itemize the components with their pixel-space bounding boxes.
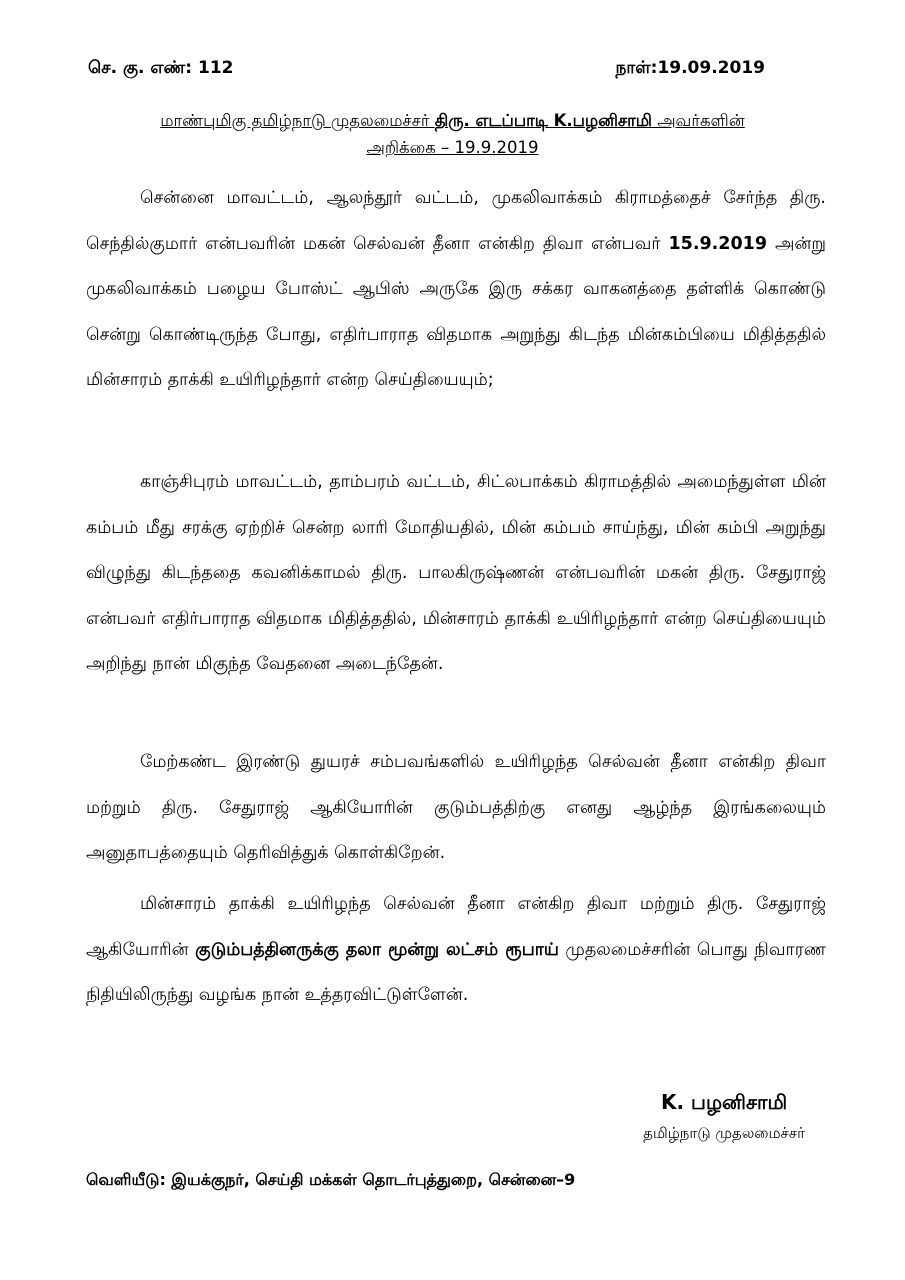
title-name: திரு. எடப்பாடி K.பழனிசாமி	[434, 111, 652, 130]
release-footer: வெளியீடு: இயக்குநர், செய்தி மக்கள் தொடர்புத்துறை, சென்னை–9	[86, 1170, 576, 1189]
paragraph-4	[86, 882, 826, 1019]
statement-title	[60, 107, 845, 161]
title-prefix: மாண்புமிகு தமிழ்நாடு முதலமைச்சர்	[160, 111, 435, 130]
signatory-designation: தமிழ்நாடு முதலமைச்சர்	[643, 1124, 805, 1142]
p4-relief-amount: குடும்பத்தினருக்கு தலா மூன்று லட்சம் ரூபாய்	[195, 939, 559, 960]
p1-text-a: சென்னை மாவட்டம், ஆலந்தூர் வட்டம், முகலிவாக்கம் கிராமத்தைச் சேர்ந்த திரு. செந்தில்குமார் என்பவரின் மகன் செல்வன் தீனா என்கிற திவா என்பவர்	[86, 188, 826, 254]
reference-number: செ. கு. எண்: 112	[88, 58, 234, 78]
p2-text: காஞ்சிபுரம் மாவட்டம், தாம்பரம் வட்டம், சிட்லபாக்கம் கிராமத்தில் அமைந்துள்ள மின் கம்பம் மீது சரக்கு ஏற்றிச் சென்ற லாரி மோதியதில், மின் கம்பம் சாய்ந்து, மின் கம்பி அறுந்து விழுந்து கிடந்ததை கவனிக்காமல் திரு. பாலகிருஷ்ணன் என்பவரின் மகன் திரு. சேதுராஜ் என்பவர் எதிர்பாராத விதமாக மிதித்ததில், மின்சாரம் தாக்கி உயிரிழந்தார் என்ற செய்தியையும் அறிந்து நான் மிகுந்த வேதனை அடைந்தேன்.	[86, 472, 826, 674]
p1-date: 15.9.2019	[668, 233, 768, 254]
p4-text-b: முதலமைச்சரின் பொது நிவாரண நிதியிலிருந்து வழங்க நான் உத்தரவிட்டுள்ளேன்.	[86, 939, 826, 1005]
paragraph-2	[86, 460, 826, 688]
signatory-name: K. பழனிசாமி	[661, 1090, 788, 1114]
p1-text-b: அன்று முகலிவாக்கம் பழைய போஸ்ட் ஆபிஸ் அருகே இரு சக்கர வாகனத்தை தள்ளிக் கொண்டு சென்று கொண்டிருந்த போது, எதிர்பாராத விதமாக அறுந்து கிடந்த மின்கம்பியை மிதித்ததில் மின்சாரம் தாக்கி உயிரிழந்தார் என்ற செய்தியையும்;	[86, 233, 826, 390]
title-line2: அறிக்கை – 19.9.2019	[366, 138, 539, 157]
signature-block	[643, 1088, 805, 1146]
title-suffix: அவர்களின்	[651, 111, 745, 130]
p4-text-a: மின்சாரம் தாக்கி உயிரிழந்த செல்வன் தீனா என்கிற திவா மற்றும் திரு. சேதுராஜ் ஆகியோரின்	[86, 894, 826, 960]
paragraph-3	[86, 740, 826, 877]
p3-text: மேற்கண்ட இரண்டு துயரச் சம்பவங்களில் உயிரிழந்த செல்வன் தீனா என்கிற திவா மற்றும் திரு. சேதுராஜ் ஆகியோரின் குடும்பத்திற்கு எனது ஆழ்ந்த இரங்கலையும் அனுதாபத்தையும் தெரிவித்துக் கொள்கிறேன்.	[86, 752, 826, 863]
release-date: நாள்:19.09.2019	[615, 58, 765, 78]
paragraph-1	[86, 176, 826, 404]
